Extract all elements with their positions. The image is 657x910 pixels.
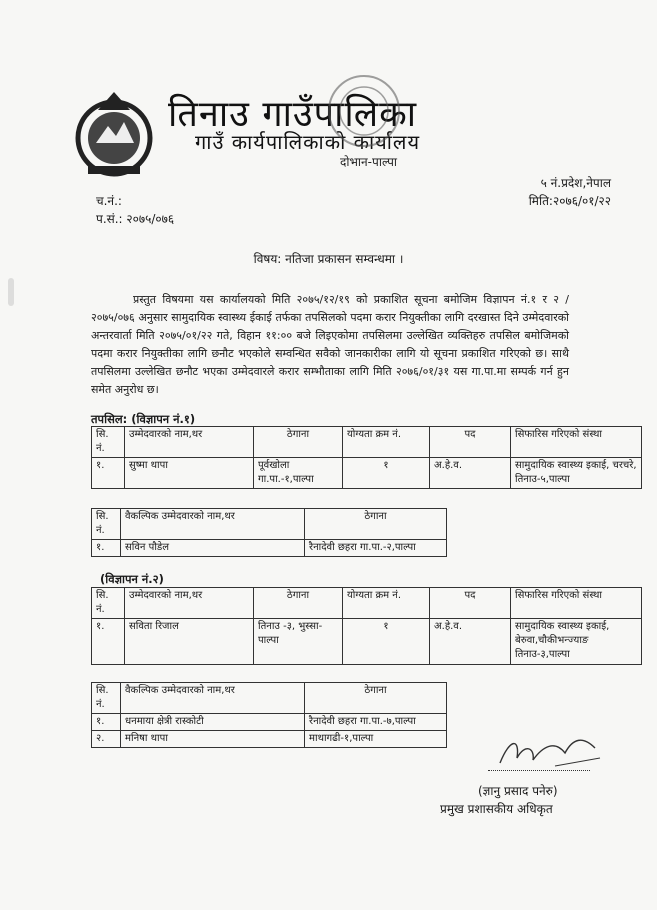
col-sn: सि. नं.: [92, 683, 121, 714]
section1-table: [91, 426, 642, 489]
table-row: [92, 458, 642, 489]
col-institution: सिफारिस गरिएको संस्था: [511, 588, 642, 619]
col-address: ठेगाना: [305, 683, 447, 714]
table-header-row: [92, 427, 642, 458]
col-sn: सि. नं.: [92, 427, 125, 458]
cell-address: माथागढी-१,पाल्पा: [305, 731, 447, 748]
cell-name: सविता रिजाल: [125, 619, 254, 665]
section1-alt-table: [91, 508, 447, 557]
col-post: पद: [430, 427, 511, 458]
col-sn: सि. नं.: [92, 509, 121, 540]
col-rank: योग्यता क्रम नं.: [343, 588, 430, 619]
office-place: दोभान-पाल्पा: [340, 155, 398, 169]
col-institution: सिफारिस गरिएको संस्था: [511, 427, 642, 458]
cell-sn: १.: [92, 714, 121, 731]
signature-line: [488, 770, 590, 771]
cell-post: अ.हे.व.: [430, 458, 511, 489]
scan-mark: [8, 278, 14, 306]
cell-name: सविन पौडेल: [121, 540, 305, 557]
col-address: ठेगाना: [254, 427, 343, 458]
letter-date: मिति:२०७६/०१/२२: [528, 194, 611, 208]
cell-sn: २.: [92, 731, 121, 748]
subject-line: विषय: नतिजा प्रकासन सम्वन्धमा ।: [253, 252, 404, 266]
cell-address: रैनादेवी छहरा गा.पा.-२,पाल्पा: [305, 540, 447, 557]
col-alt-name: वैकल्पिक उम्मेदवारको नाम,थर: [121, 683, 305, 714]
table-header-row: [92, 509, 447, 540]
col-name: उम्मेदवारको नाम,थर: [125, 427, 254, 458]
reference-number: च.नं.:: [96, 194, 122, 208]
office-seal-icon: [325, 72, 403, 150]
signatory-name: (ज्ञानु प्रसाद पनेरु): [478, 784, 558, 798]
table-row: [92, 714, 447, 731]
cell-name: मनिषा थापा: [121, 731, 305, 748]
office-subtitle: गाउँ कार्यपालिकाको कार्यालय: [195, 130, 421, 154]
col-name: उम्मेदवारको नाम,थर: [125, 588, 254, 619]
municipality-title: तिनाउ गाउँपालिका: [168, 94, 418, 135]
table-header-row: [92, 588, 642, 619]
cell-sn: १.: [92, 619, 125, 665]
section2-label: (विज्ञापन नं.२): [100, 572, 164, 586]
nepal-emblem-icon: [68, 88, 160, 180]
col-rank: योग्यता क्रम नं.: [343, 427, 430, 458]
section2-alt-table: [91, 682, 447, 748]
cell-institution: सामुदायिक स्वास्थ्य इकाई, बेरुवा,चौकीभन्ज्याङ तिनाउ-३,पाल्पा: [511, 619, 642, 665]
province-label: ५ नं.प्रदेश,नेपाल: [540, 176, 611, 190]
body-paragraph: प्रस्तुत विषयमा यस कार्यालयको मिति २०७५/१२/१९ को प्रकाशित सूचना बमोजिम विज्ञापन नं.१ र २ /२०७५/०७६ अनुसार सामुदायिक स्वास्थ्य ईकाई तर्फका तपसिलको पदमा करार नियुक्तीका लागि दरखास्त दिने उम्मेदवारको अन्तरवार्ता मिति २०७५/०१/२२ गते, विहान ११:०० बजे लिइएकोमा तपसिलमा उल्लेखित व्यक्तिहरु तपसिल बमोजिमको पदमा करार नियुक्तीका लागि छनौट भएकोले सम्वन्धित सवैको जानकारीका लागि यो सूचना प्रकाशित गरिएको छ। साथै तपसिलमा उल्लेखित छनौट भएका उम्मेदवारले करार सम्भौताका लागि मिति २०७६/०१/३१ यस गा.पा.मा सम्पर्क गर्न हुन समेत अनुरोध छ।: [91, 293, 569, 396]
cell-rank: १: [343, 619, 430, 665]
cell-rank: १: [343, 458, 430, 489]
cell-address: रैनादेवी छहरा गा.पा.-७,पाल्पा: [305, 714, 447, 731]
table-row: [92, 540, 447, 557]
notice-body: [91, 291, 569, 399]
cell-sn: १.: [92, 540, 121, 557]
cell-address: तिनाउ -३, भुस्सा-पाल्पा: [254, 619, 343, 665]
cell-name: धनमाया क्षेत्री रास्कोटी: [121, 714, 305, 731]
table-row: [92, 731, 447, 748]
section2-table: [91, 587, 642, 665]
col-address: ठेगाना: [254, 588, 343, 619]
table-header-row: [92, 683, 447, 714]
cell-sn: १.: [92, 458, 125, 489]
col-address: ठेगाना: [305, 509, 447, 540]
cell-institution: सामुदायिक स्वास्थ्य इकाई, चरचरे, तिनाउ-५,पाल्पा: [511, 458, 642, 489]
table-row: [92, 619, 642, 665]
cell-post: अ.हे.व.: [430, 619, 511, 665]
signatory-title: प्रमुख प्रशासकीय अधिकृत: [440, 802, 553, 816]
col-post: पद: [430, 588, 511, 619]
section1-label: तपसिल: (विज्ञापन नं.१): [91, 412, 196, 426]
cell-name: सुष्मा थापा: [125, 458, 254, 489]
col-sn: सि. नं.: [92, 588, 125, 619]
signature-scribble-icon: [495, 728, 605, 773]
cell-address: पूर्वखोला गा.पा.-१,पाल्पा: [254, 458, 343, 489]
letter-number: प.सं.: २०७५/०७६: [96, 212, 175, 226]
col-alt-name: वैकल्पिक उम्मेदवारको नाम,थर: [121, 509, 305, 540]
